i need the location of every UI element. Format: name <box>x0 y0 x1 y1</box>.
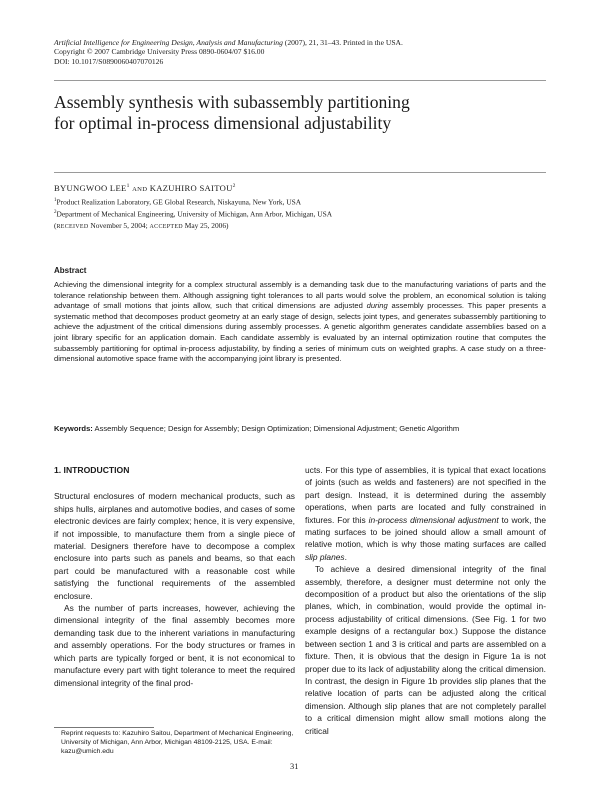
intro-paragraph-2: As the number of parts increases, however, achieving the dimensional integrity of the final assembly becomes more demanding task due to the inherent variations in manufacturing and assembly operations. For the body structures or frames in which parts are typically forged or bent, it is not economical to manufacture every part with tight tolerance to meet the required dimensional integrity of the final prod- <box>54 603 295 688</box>
accepted-label: ACCEPTED <box>149 224 183 230</box>
footnote-rule <box>54 727 154 728</box>
title-rule <box>54 172 546 173</box>
page-number: 31 <box>290 762 299 771</box>
title-line-2: for optimal in-process dimensional adjustability <box>54 113 392 133</box>
keywords-list: Assembly Sequence; Design for Assembly; Design Optimization; Dimensional Adjustment; Genetic Algorithm <box>92 424 460 433</box>
journal-citation: (2007), 21, 31–43. Printed in the USA. <box>282 38 403 47</box>
copyright-line: Copyright © 2007 Cambridge University Press 0890-0604/07 $16.00 <box>54 47 265 57</box>
keywords <box>54 424 524 435</box>
section-heading: 1. INTRODUCTION <box>54 465 130 475</box>
reprint-footnote: Reprint requests to: Kazuhiro Saitou, Department of Mechanical Engineering, University of Michigan, Ann Arbor, Michigan 48109-2125, USA. E-mail: kazu@umich.edu <box>61 730 294 755</box>
journal-name: Artificial Intelligence for Engineering Design, Analysis and Manufacturing <box>54 38 283 47</box>
right-column <box>305 464 546 737</box>
doi-line: DOI: 10.1017/S0890060407070126 <box>54 56 164 66</box>
author-1: BYUNGWOO LEE <box>54 183 127 193</box>
abstract-heading: Abstract <box>54 266 87 275</box>
affiliations <box>54 196 544 219</box>
intro-paragraph-4: To achieve a desired dimensional integrity of the final assembly, therefore, a designer must determine not only the decomposition of a product but also the orientations of the slip planes, which, in combination, would provide the optimal in-process adjustability of critical dimensions. (See Fig. 1 for two example designs of a rectangular box.) Suppose the distance between section 1 and 3 is critical and parts are assembled on a fixture. Then, it is obvious that the design in Figure 1a is not proper due to its lack of adjustability along the critical dimension. In contrast, the design in Figure 1b provides slip planes that the relative location of parts can be adjusted along the critical dimension. Although slip planes that are not completely parallel to a critical dimension might allow small motions along the critical <box>305 564 546 736</box>
abstract-text: Achieving the dimensional integrity for a complex structural assembly is a demanding task due to the manufacturing variations of parts and the tolerance relationship between them. Although assigning tight tolerances to all parts would solve the problem, an economical solution is taking advantage of small motions that joints allow, such that critical dimensions are adjusted during assembly processes. This paper presents a systematic method that decomposes product geometry at an early stage of design, selects joint types, and generates subassembly partitioning to achieve the adjustment of the critical dimensions during assembly processes. A genetic algorithm generates candidate assemblies based on a joint library specific for an application domain. Each candidate assembly is evaluated by an internal optimization routine that computes the subassembly partitioning for optimal in-process adjustability, by finding a series of minimum cuts on weighted graphs. A case study on a three-dimensional automotive space frame with the accompanying joint library is presented. <box>54 280 547 364</box>
keywords-label: Keywords: <box>54 424 93 433</box>
intro-paragraph-1: Structural enclosures of modern mechanical products, such as ships hulls, airplanes and automotive bodies, and cases of some electronic devices are fairly complex; hence, it is very expensive, if not impossible, to manufacture them from a single piece of material. Designers therefore have to decompose a complex enclosure into parts such as panels and beams, so that each part could be manufactured with a reasonable cost while satisfying the functional requirements of the assembled enclosure. <box>54 491 295 601</box>
affiliation-2: $^2$Department of Mechanical Engineering, University of Michigan, Ann Arbor, Michigan, USA <box>54 209 333 219</box>
author-2-sup: 2 <box>232 183 236 190</box>
author-2: KAZUHIRO SAITOU <box>149 183 233 193</box>
header-rule <box>54 80 546 81</box>
intro-paragraph-3: ucts. For this type of assemblies, it is typical that exact locations of joints (such as welds and fasteners) are not specified in the part design. Instead, it is determined during the assembly operations, when parts are located and fully constrained in fixtures. For this in-process dimensional adjustment to work, the mating surfaces to be joined should allow a small amount of relative motion, which is why those mating surfaces are called slip planes. <box>305 465 546 562</box>
paper-title <box>54 92 524 134</box>
left-column <box>54 464 295 689</box>
author-and: AND <box>132 186 148 193</box>
title-line-1: Assembly synthesis with subassembly partitioning <box>54 92 410 112</box>
journal-header <box>54 38 544 66</box>
affiliation-1: $^1$Product Realization Laboratory, GE Global Research, Niskayuna, New York, USA <box>54 197 302 207</box>
received-label: RECEIVED <box>56 224 89 230</box>
author-line <box>54 183 236 193</box>
received-dates: (RECEIVED November 5, 2004; ACCEPTED May 25, 2006) <box>54 221 229 230</box>
author-1-sup: 1 <box>126 183 130 190</box>
